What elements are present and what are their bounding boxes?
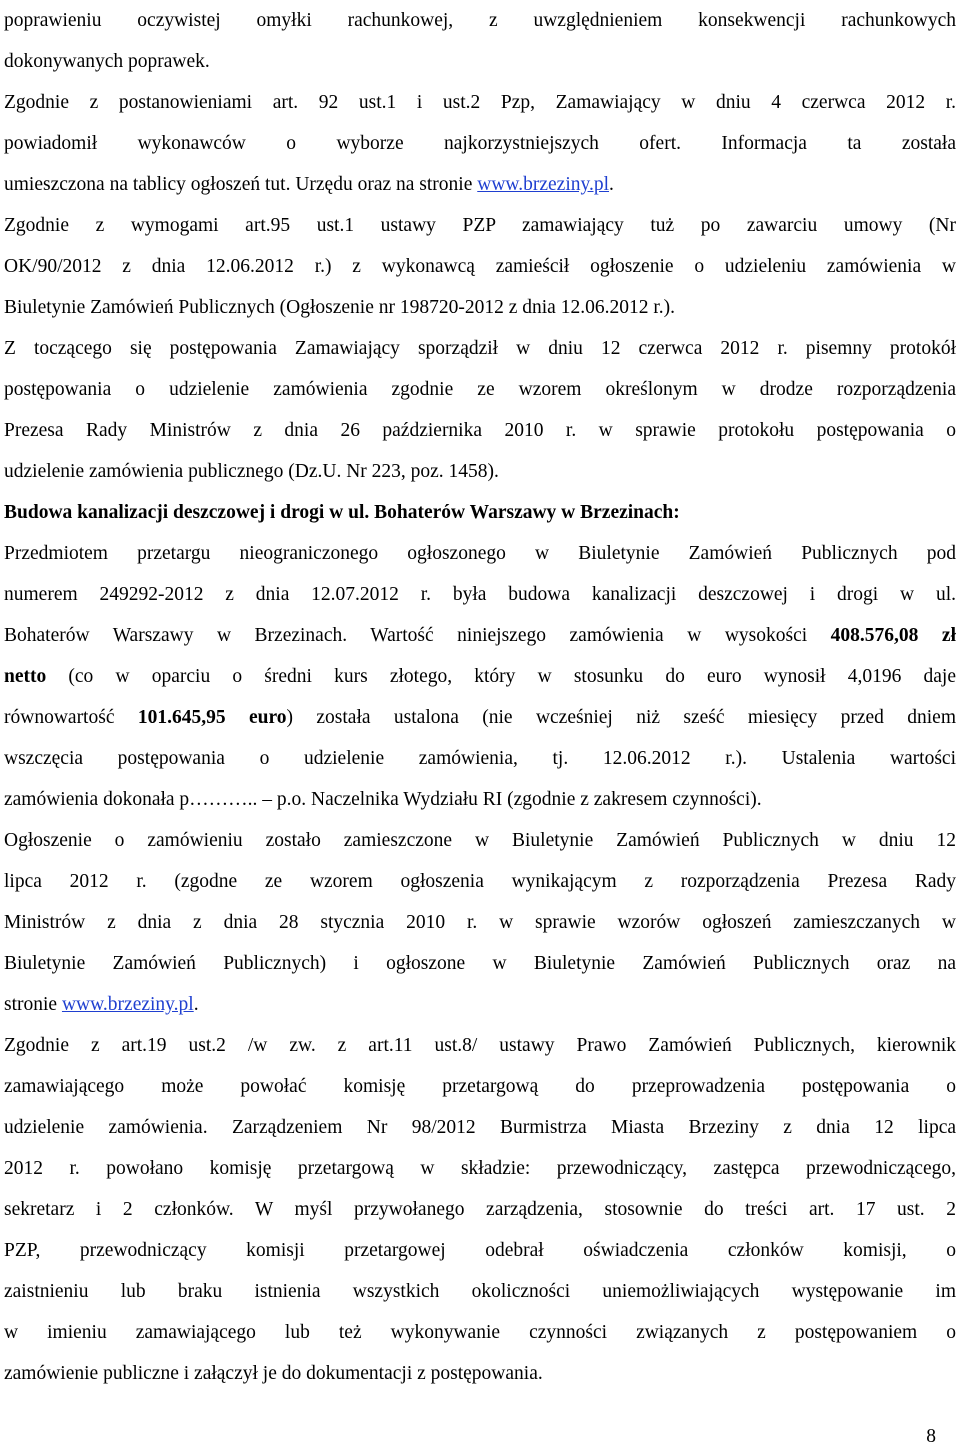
text-segment: poprawieniu oczywistej omyłki rachunkowej, z uwzględnieniem konsekwencji rachunkowych bbox=[4, 10, 956, 31]
text-segment: równowartość bbox=[4, 707, 138, 728]
text-segment: udzielenie zamówienia. Zarządzeniem Nr 98/2012 Burmistrza Miasta Brzeziny z dnia 12 lipca bbox=[4, 1117, 956, 1138]
text-segment: Ministrów z dnia z dnia 28 stycznia 2010 r. w sprawie wzorów ogłoszeń zamieszczanych w bbox=[4, 912, 956, 933]
website-link[interactable]: www.brzeziny.pl bbox=[477, 174, 610, 195]
text-line bbox=[4, 779, 956, 820]
text-segment: OK/90/2012 z dnia 12.06.2012 r.) z wykonawcą zamieścił ogłoszenie o udzieleniu zamówienia w bbox=[4, 256, 956, 277]
text-line bbox=[4, 1107, 956, 1148]
text-segment: postępowania o udzielenie zamówienia zgodnie ze wzorem określonym w drodze rozporządzenia bbox=[4, 379, 956, 400]
text-line bbox=[4, 205, 956, 246]
text-segment: Biuletynie Zamówień Publicznych (Ogłoszenie nr 198720-2012 z dnia 12.06.2012 r.). bbox=[4, 297, 675, 318]
text-line bbox=[4, 287, 956, 328]
text-segment: dokonywanych poprawek. bbox=[4, 51, 210, 72]
text-line bbox=[4, 123, 956, 164]
text-segment: w imieniu zamawiającego lub też wykonywanie czynności związanych z postępowaniem o bbox=[4, 1322, 956, 1343]
text-segment: Zgodnie z wymogami art.95 ust.1 ustawy PZP zamawiający tuż po zawarciu umowy (Nr bbox=[4, 215, 956, 236]
text-segment: . bbox=[193, 994, 199, 1015]
page-number: 8 bbox=[926, 1426, 936, 1447]
text-line bbox=[4, 0, 956, 41]
text-line bbox=[4, 369, 956, 410]
document-page bbox=[4, 0, 956, 1394]
text-segment: udzielenie zamówienia publicznego (Dz.U. Nr 223, poz. 1458). bbox=[4, 461, 499, 482]
text-line bbox=[4, 902, 956, 943]
text-line bbox=[4, 820, 956, 861]
text-line bbox=[4, 697, 956, 738]
text-line bbox=[4, 41, 956, 82]
text-line bbox=[4, 410, 956, 451]
text-segment: Przedmiotem przetargu nieograniczonego ogłoszonego w Biuletynie Zamówień Publicznych pod bbox=[4, 543, 956, 564]
text-segment: numerem 249292-2012 z dnia 12.07.2012 r. była budowa kanalizacji deszczowej i drogi w ul. bbox=[4, 584, 956, 605]
text-line bbox=[4, 164, 956, 205]
bold-text: 101.645,95 euro bbox=[137, 707, 287, 728]
text-segment: Zgodnie z art.19 ust.2 /w zw. z art.11 ust.8/ ustawy Prawo Zamówień Publicznych, kierownik bbox=[4, 1035, 956, 1056]
bold-text: netto bbox=[4, 666, 47, 687]
text-line bbox=[4, 615, 956, 656]
text-segment: powiadomił wykonawców o wyborze najkorzystniejszych ofert. Informacja ta została bbox=[4, 133, 956, 154]
website-link[interactable]: www.brzeziny.pl bbox=[61, 994, 194, 1015]
text-line bbox=[4, 984, 956, 1025]
text-segment: Z toczącego się postępowania Zamawiający sporządził w dniu 12 czerwca 2012 r. pisemny protokół bbox=[4, 338, 956, 359]
text-segment: zamówienie publiczne i załączył je do dokumentacji z postępowania. bbox=[4, 1363, 543, 1384]
text-line bbox=[4, 328, 956, 369]
text-segment: sekretarz i 2 członków. W myśl przywołanego zarządzenia, stosownie do treści art. 17 ust. 2 bbox=[4, 1199, 956, 1220]
text-line bbox=[4, 451, 956, 492]
text-line bbox=[4, 574, 956, 615]
text-line bbox=[4, 246, 956, 287]
text-line bbox=[4, 1025, 956, 1066]
text-segment: ) została ustalona (nie wcześniej niż sześć miesięcy przed dniem bbox=[286, 707, 956, 728]
text-line bbox=[4, 1353, 956, 1394]
text-segment: Prezesa Rady Ministrów z dnia 26 października 2010 r. w sprawie protokołu postępowania o bbox=[4, 420, 956, 441]
text-segment: Bohaterów Warszawy w Brzezinach. Wartość niniejszego zamówienia w wysokości bbox=[4, 625, 831, 646]
text-segment: (co w oparciu o średni kurs złotego, który w stosunku do euro wynosił 4,0196 daje bbox=[46, 666, 956, 687]
text-segment: zamawiającego może powołać komisję przetargową do przeprowadzenia postępowania o bbox=[4, 1076, 956, 1097]
text-segment: zamówienia dokonała p……….. – p.o. Naczelnika Wydziału RI (zgodnie z zakresem czynności). bbox=[4, 789, 762, 810]
text-line bbox=[4, 943, 956, 984]
text-line bbox=[4, 1189, 956, 1230]
text-line bbox=[4, 1230, 956, 1271]
bold-text: 408.576,08 zł bbox=[830, 625, 957, 646]
text-segment: lipca 2012 r. (zgodne ze wzorem ogłoszenia wynikającym z rozporządzenia Prezesa Rady bbox=[4, 871, 956, 892]
text-line bbox=[4, 861, 956, 902]
text-line bbox=[4, 738, 956, 779]
text-line bbox=[4, 1066, 956, 1107]
text-segment: Ogłoszenie o zamówieniu zostało zamieszczone w Biuletynie Zamówień Publicznych w dniu 12 bbox=[4, 830, 956, 851]
text-segment: Zgodnie z postanowieniami art. 92 ust.1 i ust.2 Pzp, Zamawiający w dniu 4 czerwca 2012 r. bbox=[4, 92, 956, 113]
text-segment: PZP, przewodniczący komisji przetargowej odebrał oświadczenia członków komisji, o bbox=[4, 1240, 956, 1261]
text-line bbox=[4, 1312, 956, 1353]
document-body bbox=[4, 0, 956, 1394]
text-line bbox=[4, 656, 956, 697]
text-segment: . bbox=[609, 174, 614, 195]
text-line bbox=[4, 1271, 956, 1312]
text-segment: umieszczona na tablicy ogłoszeń tut. Urzędu oraz na stronie bbox=[4, 174, 478, 195]
bold-text: Budowa kanalizacji deszczowej i drogi w ul. Bohaterów Warszawy w Brzezinach: bbox=[4, 502, 680, 523]
text-segment: stronie bbox=[4, 994, 62, 1015]
text-line bbox=[4, 533, 956, 574]
text-line bbox=[4, 492, 956, 533]
text-segment: Biuletynie Zamówień Publicznych) i ogłoszone w Biuletynie Zamówień Publicznych oraz na bbox=[4, 953, 956, 974]
text-segment: 2012 r. powołano komisję przetargową w składzie: przewodniczący, zastępca przewodniczącego, bbox=[4, 1158, 956, 1179]
text-line bbox=[4, 82, 956, 123]
text-segment: wszczęcia postępowania o udzielenie zamówienia, tj. 12.06.2012 r.). Ustalenia wartości bbox=[4, 748, 956, 769]
text-line bbox=[4, 1148, 956, 1189]
text-segment: zaistnieniu lub braku istnienia wszystkich okoliczności uniemożliwiających występowanie im bbox=[4, 1281, 956, 1302]
